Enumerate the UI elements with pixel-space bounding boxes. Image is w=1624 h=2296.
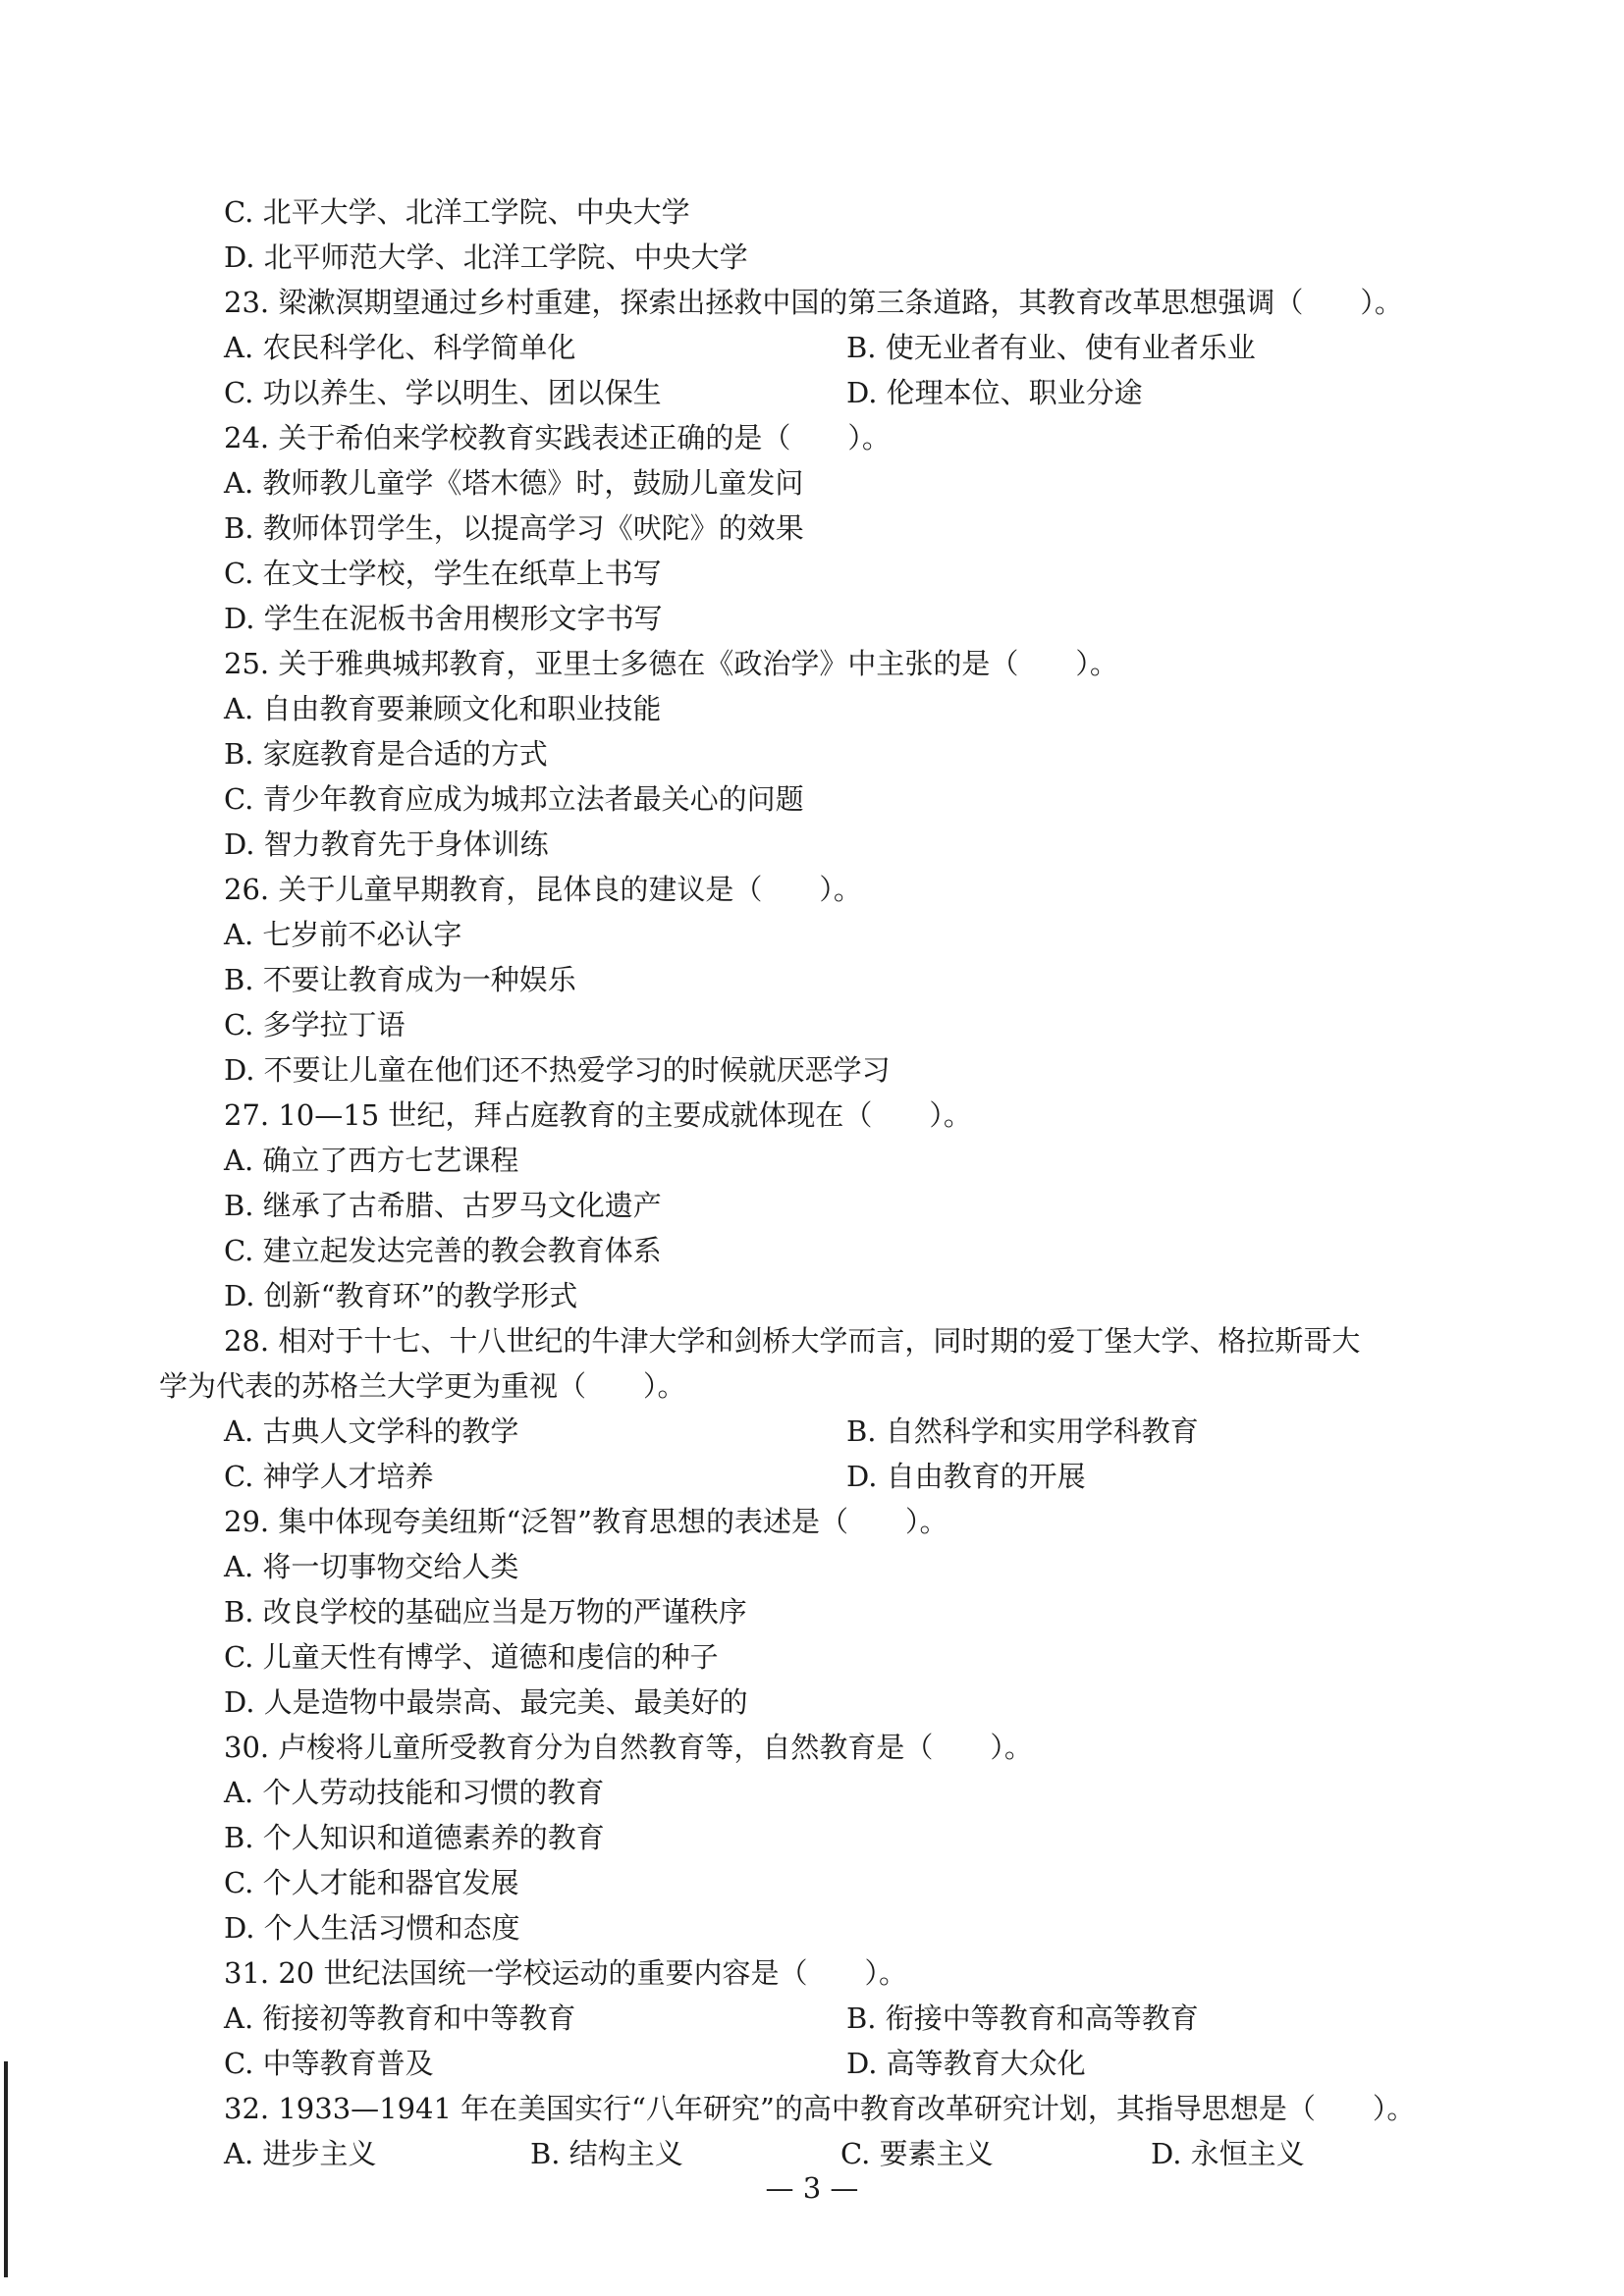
q28-option-c: C. 神学人才培养 [224,1460,434,1493]
q27-option-b: B. 继承了古希腊、古罗马文化遗产 [224,1189,662,1222]
q26-option-b: B. 不要让教育成为一种娱乐 [224,963,576,996]
q28-option-b: B. 自然科学和实用学科教育 [846,1415,1199,1448]
q31-option-a: A. 衔接初等教育和中等教育 [224,2002,576,2035]
q23-option-c: C. 功以养生、学以明生、团以保生 [224,376,662,409]
q29-option-b: B. 改良学校的基础应当是万物的严谨秩序 [224,1595,747,1629]
q27-option-a: A. 确立了西方七艺课程 [224,1144,519,1177]
q27-option-c: C. 建立起发达完善的教会教育体系 [224,1234,662,1267]
question-29-stem: 29. 集中体现夸美纽斯“泛智”教育思想的表述是（ ）。 [224,1505,948,1538]
option-c-prev: C. 北平大学、北洋工学院、中央大学 [224,195,690,229]
q25-option-a: A. 自由教育要兼顾文化和职业技能 [224,692,662,725]
q30-option-d: D. 个人生活习惯和态度 [224,1911,520,1945]
q30-option-c: C. 个人才能和器官发展 [224,1866,519,1899]
q25-option-b: B. 家庭教育是合适的方式 [224,737,548,771]
q24-option-c: C. 在文士学校，学生在纸草上书写 [224,557,662,590]
q32-option-a: A. 进步主义 [224,2137,377,2170]
q26-option-d: D. 不要让儿童在他们还不热爱学习的时候就厌恶学习 [224,1053,891,1087]
q30-option-b: B. 个人知识和道德素养的教育 [224,1821,605,1854]
question-28-stem-line1: 28. 相对于十七、十八世纪的牛津大学和剑桥大学而言，同时期的爱丁堡大学、格拉斯哥大 [224,1324,1361,1358]
q29-option-c: C. 儿童天性有博学、道德和虔信的种子 [224,1640,719,1674]
q23-option-a: A. 农民科学化、科学简单化 [224,331,576,364]
question-30-stem: 30. 卢梭将儿童所受教育分为自然教育等，自然教育是（ ）。 [224,1731,1033,1764]
q26-option-a: A. 七岁前不必认字 [224,918,462,951]
q27-option-d: D. 创新“教育环”的教学形式 [224,1279,578,1312]
q31-option-b: B. 衔接中等教育和高等教育 [846,2002,1199,2035]
q24-option-d: D. 学生在泥板书舍用楔形文字书写 [224,602,663,635]
q32-option-b: B. 结构主义 [530,2137,683,2170]
q29-option-d: D. 人是造物中最崇高、最完美、最美好的 [224,1685,748,1719]
q32-option-c: C. 要素主义 [840,2137,994,2170]
q25-option-c: C. 青少年教育应成为城邦立法者最关心的问题 [224,782,804,816]
q24-option-b: B. 教师体罚学生，以提高学习《吠陀》的效果 [224,511,804,545]
q26-option-c: C. 多学拉丁语 [224,1008,406,1041]
question-32-stem: 32. 1933—1941 年在美国实行“八年研究”的高中教育改革研究计划，其指导思想是（ ）。 [224,2092,1416,2125]
q28-option-a: A. 古典人文学科的教学 [224,1415,519,1448]
question-27-stem: 27. 10—15 世纪，拜占庭教育的主要成就体现在（ ）。 [224,1098,972,1132]
question-24-stem: 24. 关于希伯来学校教育实践表述正确的是（ ）。 [224,421,891,454]
q24-option-a: A. 教师教儿童学《塔木德》时，鼓励儿童发问 [224,466,804,500]
q28-option-d: D. 自由教育的开展 [846,1460,1086,1493]
option-d-prev: D. 北平师范大学、北洋工学院、中央大学 [224,240,748,274]
question-31-stem: 31. 20 世纪法国统一学校运动的重要内容是（ ）。 [224,1956,907,1990]
scan-edge-mark [4,2061,8,2277]
q23-option-d: D. 伦理本位、职业分途 [846,376,1143,409]
question-26-stem: 26. 关于儿童早期教育，昆体良的建议是（ ）。 [224,873,862,906]
q31-option-c: C. 中等教育普及 [224,2047,434,2080]
q23-option-b: B. 使无业者有业、使有业者乐业 [846,331,1256,364]
q31-option-d: D. 高等教育大众化 [846,2047,1086,2080]
question-23-stem: 23. 梁漱溟期望通过乡村重建，探索出拯救中国的第三条道路，其教育改革思想强调（ ）。 [224,286,1403,319]
q25-option-d: D. 智力教育先于身体训练 [224,828,549,861]
page-number: — 3 — [765,2171,859,2205]
q30-option-a: A. 个人劳动技能和习惯的教育 [224,1776,605,1809]
q32-option-d: D. 永恒主义 [1151,2137,1305,2170]
question-25-stem: 25. 关于雅典城邦教育，亚里士多德在《政治学》中主张的是（ ）。 [224,647,1118,680]
q29-option-a: A. 将一切事物交给人类 [224,1550,519,1583]
question-28-stem-line2: 学为代表的苏格兰大学更为重视（ ）。 [159,1369,686,1403]
